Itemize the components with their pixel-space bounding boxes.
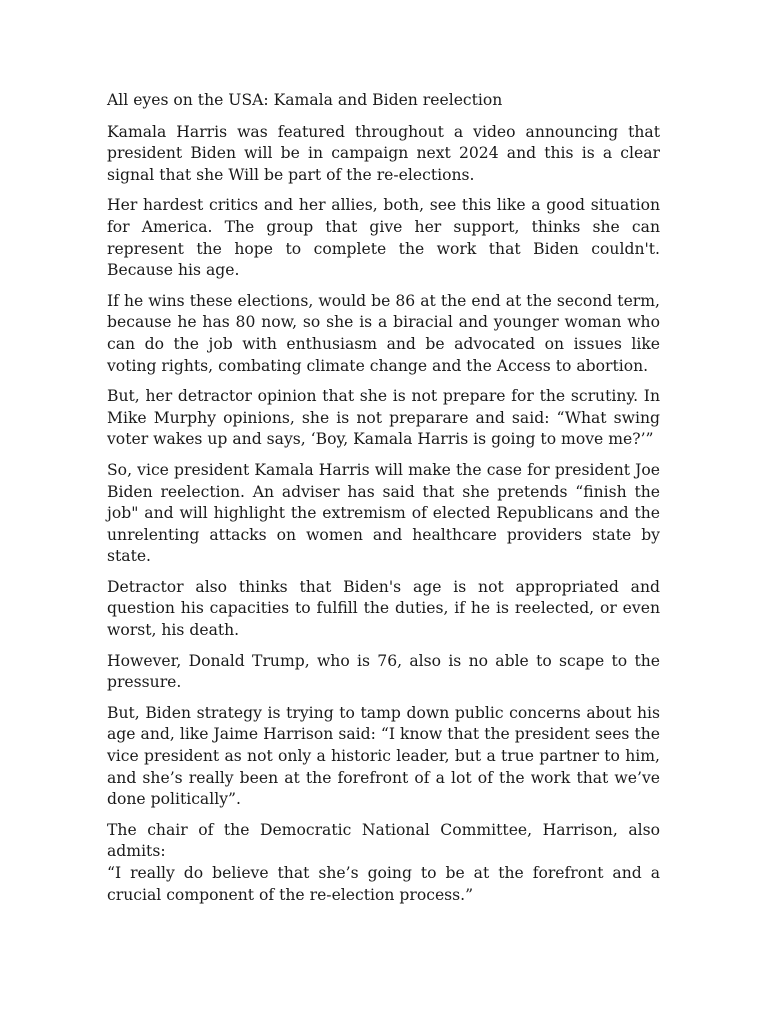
paragraph-8: But, Biden strategy is trying to tamp down public concerns about his age and, like Jaime Harrison said: “I know that the president sees the vice president as not only a historic leader, but a true partner to him, and she’s really been at the forefront of a lot of the work that we’ve done politically”. (107, 703, 660, 809)
document-page (107, 90, 660, 915)
paragraph-7: However, Donald Trump, who is 76, also is no able to scape to the pressure. (107, 651, 660, 692)
paragraph-9 (107, 820, 660, 906)
paragraph-2: Her hardest critics and her allies, both, see this like a good situation for America. The group that give her support, thinks she can represent the hope to complete the work that Biden couldn't. Because his age. (107, 196, 660, 280)
paragraph-9-line-2: “I really do believe that she’s going to be at the forefront and a crucial component of the re-election process.” (107, 864, 660, 904)
paragraph-6: Detractor also thinks that Biden's age is not appropriated and question his capacities to fulfill the duties, if he is reelected, or even worst, his death. (107, 577, 660, 640)
paragraph-4: But, her detractor opinion that she is not prepare for the scrutiny. In Mike Murphy opinions, she is not preparare and said: “What swing voter wakes up and says, ‘Boy, Kamala Harris is going to move me?’” (107, 387, 660, 449)
paragraph-3: If he wins these elections, would be 86 at the end at the second term, because he has 80 now, so she is a biracial and younger woman who can do the job with enthusiasm and be advocated on issues like voting rights, combating climate change and the Access to abortion. (107, 291, 660, 375)
paragraph-9-line-1: The chair of the Democratic National Committee, Harrison, also admits: (107, 820, 660, 861)
article-title: All eyes on the USA: Kamala and Biden reelection (107, 91, 503, 109)
paragraph-1: Kamala Harris was featured throughout a video announcing that president Biden will be in campaign next 2024 and this is a clear signal that she Will be part of the re-elections. (107, 122, 660, 184)
paragraph-5: So, vice president Kamala Harris will make the case for president Joe Biden reelection. An adviser has said that she pretends “finish the job" and will highlight the extremism of elected Republicans and the unrelenting attacks on women and healthcare providers state by state. (107, 460, 660, 566)
